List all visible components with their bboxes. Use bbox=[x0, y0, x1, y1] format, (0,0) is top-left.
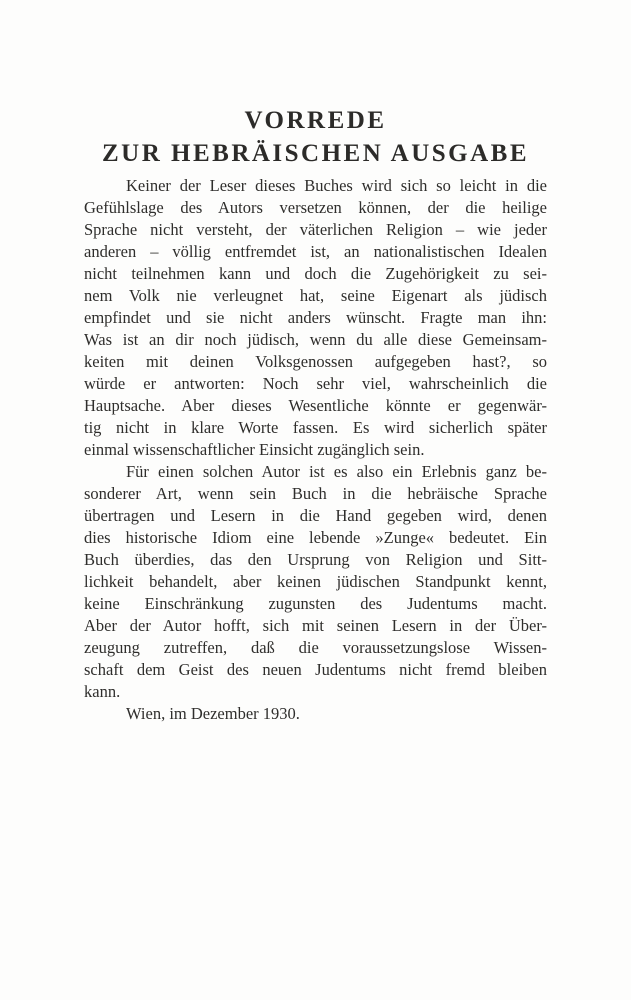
paragraph bbox=[84, 175, 547, 461]
chapter-title-line-2: ZUR HEBRÄISCHEN AUSGABE bbox=[101, 140, 530, 167]
dateline: Wien, im Dezember 1930. bbox=[126, 704, 300, 723]
text-line: empfindet und sie nicht anders wünscht. Fragte man ihn: bbox=[84, 308, 547, 327]
text-line: anderen – völlig entfremdet ist, an nationalistischen Idealen bbox=[84, 242, 547, 261]
text-line: sonderer Art, wenn sein Buch in die hebräische Sprache bbox=[84, 484, 547, 503]
paragraph bbox=[84, 461, 547, 703]
chapter-title bbox=[0, 104, 631, 170]
chapter-title-line-1: VORREDE bbox=[244, 107, 387, 134]
text-line: dies historische Idiom eine lebende »Zunge« bedeutet. Ein bbox=[84, 528, 547, 547]
text-line: keiten mit deinen Volksgenossen aufgegeben hast?, so bbox=[84, 352, 547, 371]
text-line: nicht teilnehmen kann und doch die Zugehörigkeit zu sei- bbox=[84, 264, 547, 283]
text-line: übertragen und Lesern in die Hand gegeben wird, denen bbox=[84, 506, 547, 525]
text-line: Für einen solchen Autor ist es also ein Erlebnis ganz be- bbox=[126, 462, 547, 481]
text-line: Gefühlslage des Autors versetzen können, der die heilige bbox=[84, 198, 547, 217]
text-line: würde er antworten: Noch sehr viel, wahrscheinlich die bbox=[84, 374, 547, 393]
text-line: Sprache nicht versteht, der väterlichen Religion – wie jeder bbox=[84, 220, 547, 239]
text-line: Hauptsache. Aber dieses Wesentliche könnte er gegenwär- bbox=[84, 396, 547, 415]
text-line: Keiner der Leser dieses Buches wird sich so leicht in die bbox=[126, 176, 547, 195]
paragraph-dateline bbox=[84, 703, 547, 725]
text-line: lichkeit behandelt, aber keinen jüdischen Standpunkt kennt, bbox=[84, 572, 547, 591]
text-line: nem Volk nie verleugnet hat, seine Eigenart als jüdisch bbox=[84, 286, 547, 305]
text-line: Aber der Autor hofft, sich mit seinen Lesern in der Über- bbox=[84, 616, 547, 635]
text-line: schaft dem Geist des neuen Judentums nicht fremd bleiben bbox=[84, 660, 547, 679]
text-line: einmal wissenschaftlicher Einsicht zugänglich sein. bbox=[84, 440, 425, 459]
text-line: Buch überdies, das den Ursprung von Religion und Sitt- bbox=[84, 550, 547, 569]
text-line: Was ist an dir noch jüdisch, wenn du alle diese Gemeinsam- bbox=[84, 330, 547, 349]
text-line: keine Einschränkung zugunsten des Judentums macht. bbox=[84, 594, 547, 613]
body-text bbox=[84, 175, 547, 725]
text-line: zeugung zutreffen, daß die voraussetzungslose Wissen- bbox=[84, 638, 547, 657]
text-line: tig nicht in klare Worte fassen. Es wird sicherlich später bbox=[84, 418, 547, 437]
text-line: kann. bbox=[84, 682, 121, 701]
